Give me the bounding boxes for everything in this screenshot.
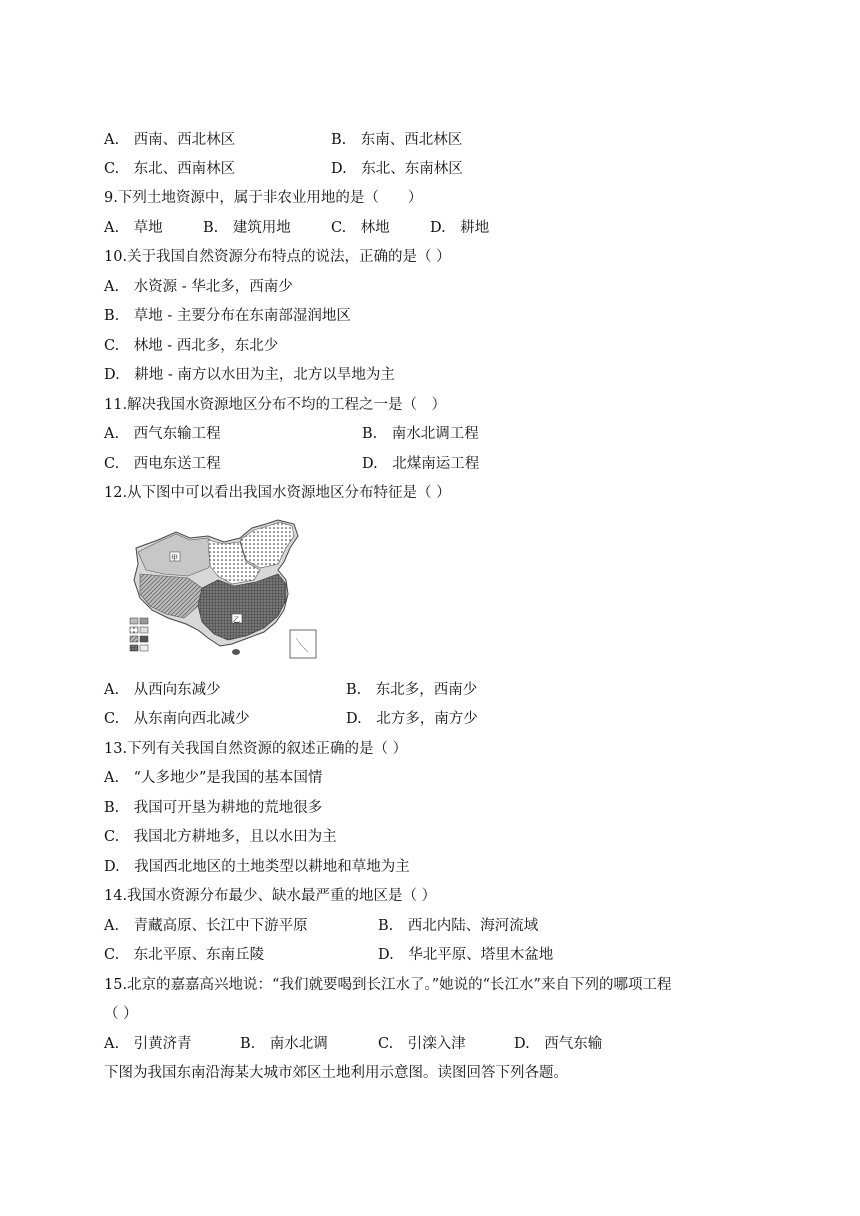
q12-option-b: B. 东北多，西南少 — [346, 682, 478, 698]
q9-option-a: A. 草地 — [104, 220, 163, 236]
q12-option-d: D. 北方多，南方少 — [346, 711, 478, 727]
q15-option-b: B. 南水北调 — [240, 1036, 328, 1052]
q11-option-c: C. 西电东送工程 — [104, 456, 221, 472]
map-zone-northeast — [240, 522, 294, 568]
legend-swatch-5 — [140, 618, 148, 624]
q15-stem-continuation: （ ） — [104, 1006, 138, 1022]
q11-option-b: B. 南水北调工程 — [362, 426, 479, 442]
q9-stem: 9.下列土地资源中，属于非农业用地的是（ ） — [104, 190, 423, 206]
q9-option-b: B. 建筑用地 — [203, 220, 291, 236]
q14-option-d: D. 华北平原、塔里木盆地 — [378, 947, 554, 963]
q14-option-a: A. 青藏高原、长江中下游平原 — [104, 918, 308, 934]
q13-option-b: B. 我国可开垦为耕地的荒地很多 — [104, 800, 323, 816]
china-water-resources-map — [128, 518, 320, 664]
q13-option-c: C. 我国北方耕地多，且以水田为主 — [104, 829, 337, 845]
q8-option-d: D. 东北、东南林区 — [331, 161, 463, 177]
q8-option-c: C. 东北、西南林区 — [104, 161, 236, 177]
map-label-a: 甲 — [171, 554, 178, 562]
q15-stem: 15.北京的嘉嘉高兴地说：“我们就要喝到长江水了。”她说的“长江水”来自下列的哪项工程 — [104, 977, 672, 993]
q15-option-c: C. 引滦入津 — [378, 1036, 466, 1052]
map-hainan — [232, 649, 240, 655]
q10-option-c: C. 林地 - 西北多，东北少 — [104, 338, 279, 354]
q10-stem: 10.关于我国自然资源分布特点的说法，正确的是（ ） — [104, 249, 451, 265]
q11-option-d: D. 北煤南运工程 — [362, 456, 480, 472]
q14-option-b: B. 西北内陆、海河流域 — [378, 918, 539, 934]
q11-stem: 11.解决我国水资源地区分布不均的工程之一是（ ） — [104, 397, 447, 413]
legend-swatch-8 — [140, 645, 148, 651]
q14-stem: 14.我国水资源分布最少、缺水最严重的地区是（ ） — [104, 888, 437, 904]
legend-swatch-7 — [140, 636, 148, 642]
legend-swatch-6 — [140, 627, 148, 633]
q13-option-a: A. “人多地少”是我国的基本国情 — [104, 770, 323, 786]
legend-swatch-1 — [130, 618, 138, 624]
q10-option-b: B. 草地 - 主要分布在东南部湿润地区 — [104, 308, 351, 324]
q12-option-c: C. 从东南向西北减少 — [104, 711, 250, 727]
map-label-b: 乙 — [233, 616, 240, 624]
q8-option-b: B. 东南、西北林区 — [331, 132, 463, 148]
q15-option-a: A. 引黄济青 — [104, 1036, 192, 1052]
legend-swatch-4 — [130, 645, 138, 651]
q13-option-d: D. 我国西北地区的土地类型以耕地和草地为主 — [104, 859, 410, 875]
q15-option-d: D. 西气东输 — [514, 1036, 603, 1052]
q10-option-d: D. 耕地 - 南方以水田为主，北方以旱地为主 — [104, 367, 395, 383]
q13-stem: 13.下列有关我国自然资源的叙述正确的是（ ） — [104, 741, 408, 757]
q11-option-a: A. 西气东输工程 — [104, 426, 221, 442]
q10-option-a: A. 水资源 - 华北多，西南少 — [104, 279, 293, 295]
section-intro: 下图为我国东南沿海某大城市郊区土地利用示意图。读图回答下列各题。 — [104, 1065, 568, 1081]
q8-option-a: A. 西南、西北林区 — [104, 132, 236, 148]
legend-swatch-2 — [130, 627, 138, 633]
q14-option-c: C. 东北平原、东南丘陵 — [104, 947, 265, 963]
q12-option-a: A. 从西向东减少 — [104, 682, 221, 698]
q9-option-c: C. 林地 — [331, 220, 390, 236]
q12-stem: 12.从下图中可以看出我国水资源地区分布特征是（ ） — [104, 485, 451, 501]
map-inset-south-sea — [290, 630, 316, 658]
q9-option-d: D. 耕地 — [430, 220, 490, 236]
legend-swatch-3 — [130, 636, 138, 642]
